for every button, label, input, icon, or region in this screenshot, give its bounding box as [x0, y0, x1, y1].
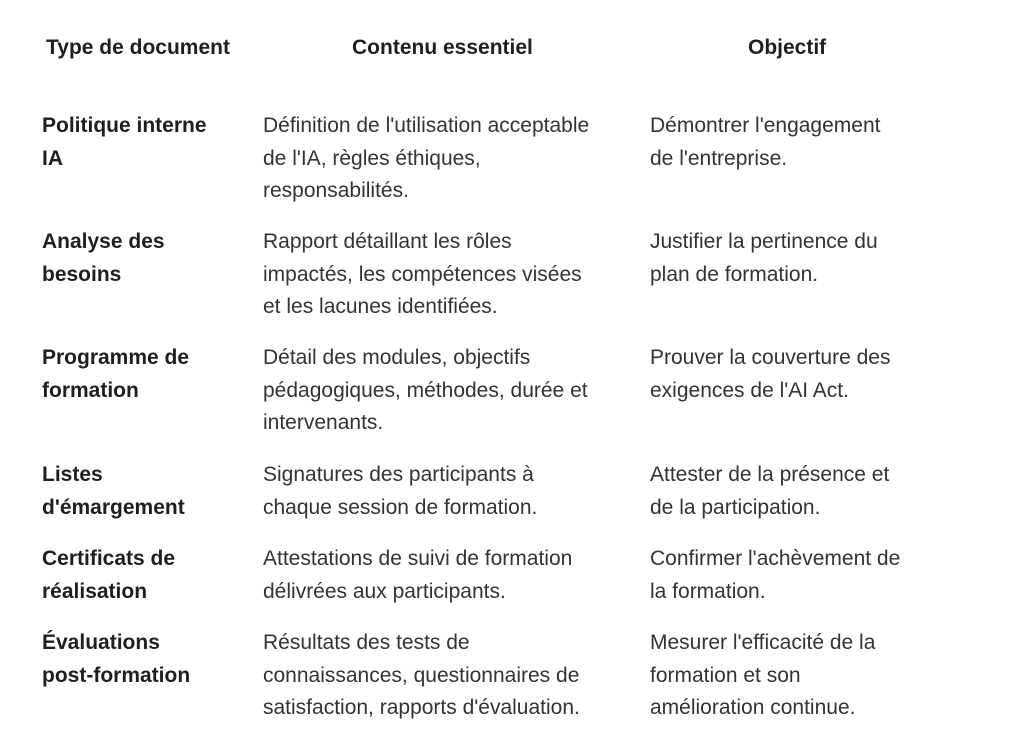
cell-line: Définition de l'utilisation acceptable — [263, 114, 590, 137]
cell-line: amélioration continue. — [650, 696, 856, 719]
cell-line: délivrées aux participants. — [263, 579, 506, 603]
cell-line: pédagogiques, méthodes, durée et — [263, 378, 588, 402]
content-cell — [263, 110, 635, 208]
cell-line: Prouver la couverture des — [650, 346, 891, 369]
objective-cell — [650, 627, 950, 725]
document-type-cell — [42, 543, 242, 608]
header-objective: Objectif — [748, 36, 827, 59]
cell-line: Rapport détaillant les rôles — [263, 230, 512, 253]
cell-line: intervenants. — [263, 411, 384, 434]
cell-line: formation — [42, 378, 139, 402]
objective-cell — [650, 342, 950, 407]
cell-line: Résultats des tests de — [263, 631, 470, 654]
content-cell — [263, 459, 635, 524]
content-cell — [263, 226, 635, 324]
cell-line: de l'entreprise. — [650, 146, 788, 170]
cell-line: Attester de la présence et — [650, 463, 890, 486]
cell-line: et les lacunes identifiées. — [263, 295, 498, 318]
cell-line: impactés, les compétences visées — [263, 262, 582, 286]
cell-line: responsabilités. — [263, 179, 409, 202]
document-type-cell — [42, 459, 242, 524]
document-type-cell — [42, 627, 242, 692]
cell-line: besoins — [42, 262, 122, 286]
cell-line: la formation. — [650, 579, 766, 603]
cell-line: satisfaction, rapports d'évaluation. — [263, 696, 580, 719]
cell-line: Signatures des participants à — [263, 463, 534, 486]
cell-line: exigences de l'AI Act. — [650, 378, 849, 402]
cell-line: de l'IA, règles éthiques, — [263, 146, 481, 170]
cell-line: post-formation — [42, 663, 191, 687]
objective-cell — [650, 110, 950, 175]
header-essential-content: Contenu essentiel — [352, 36, 533, 59]
document-type-cell — [42, 110, 242, 175]
cell-line: de la participation. — [650, 495, 821, 519]
objective-cell — [650, 459, 950, 524]
content-cell — [263, 342, 635, 440]
cell-line: Analyse des — [42, 230, 165, 253]
content-cell — [263, 627, 635, 725]
objective-cell — [650, 226, 950, 291]
header-document-type: Type de document — [46, 36, 230, 59]
objective-cell — [650, 543, 950, 608]
cell-line: Attestations de suivi de formation — [263, 547, 573, 570]
cell-line: Évaluations — [42, 631, 160, 654]
cell-line: Certificats de — [42, 547, 176, 570]
cell-line: Confirmer l'achèvement de — [650, 547, 901, 570]
cell-line: d'émargement — [42, 495, 185, 519]
cell-line: connaissances, questionnaires de — [263, 663, 580, 687]
cell-line: Mesurer l'efficacité de la — [650, 631, 876, 654]
cell-line: réalisation — [42, 579, 148, 603]
cell-line: Programme de — [42, 346, 190, 369]
cell-line: Politique interne — [42, 114, 207, 137]
document-type-cell — [42, 226, 242, 291]
cell-line: Démontrer l'engagement — [650, 114, 881, 137]
content-cell — [263, 543, 635, 608]
cell-line: Listes — [42, 463, 103, 486]
cell-line: IA — [42, 146, 63, 170]
document-type-cell — [42, 342, 242, 407]
cell-line: chaque session de formation. — [263, 495, 538, 519]
cell-line: Détail des modules, objectifs — [263, 346, 531, 369]
cell-line: formation et son — [650, 663, 801, 687]
cell-line: plan de formation. — [650, 262, 819, 286]
cell-line: Justifier la pertinence du — [650, 230, 878, 253]
